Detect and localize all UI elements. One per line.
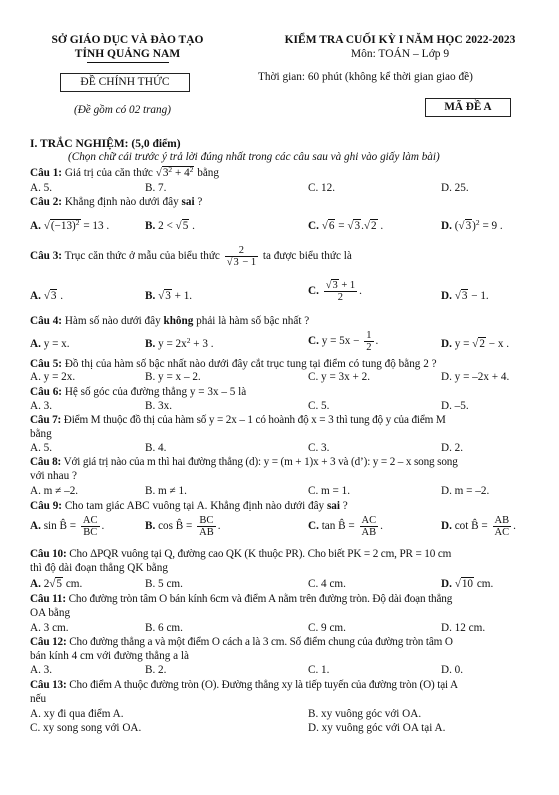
option-d: D. $(√3)^2 = 9$ . xyxy=(441,218,503,232)
option-b: B. xy vuông góc với OA. xyxy=(308,708,422,720)
exam-title: KIỂM TRA CUỐI KỲ I NĂM HỌC 2022-2023 xyxy=(284,34,516,46)
option-b: B. 7. xyxy=(145,182,167,194)
question-11-continued: OA bằng xyxy=(30,607,71,619)
option-b: B. cos B̂ = $\frac{BC}{AB}$ . xyxy=(145,515,221,539)
option-c: C. y = 3x + 2. xyxy=(308,371,371,383)
option-d: D. cot B̂ = $\frac{AB}{AC}$ . xyxy=(441,515,516,539)
option-c: C. 1. xyxy=(308,664,330,676)
question-3: Câu 3: Trục căn thức ở mẫu của biểu thức $\frac{2}{√3 - 1}$ ta được biểu thức là xyxy=(30,245,352,269)
option-c: C. 9 cm. xyxy=(308,622,346,634)
question-9: Câu 9: Cho tam giác ABC vuông tại A. Khẳng định nào dưới đây sai ? xyxy=(30,500,348,512)
question-1: Câu 1: Giá trị của căn thức $√3^2 + 4^2$ bằng xyxy=(30,165,219,179)
official-stamp: ĐỀ CHÍNH THỨC xyxy=(60,73,190,92)
question-7-continued: bằng xyxy=(30,428,52,440)
option-a: A. 3. xyxy=(30,664,53,676)
option-c: C. y = 5x − $\frac{1}{2}$ . xyxy=(308,330,379,354)
question-8: Câu 8: Với giá trị nào của m thì hai đường thẳng (d): y = (m + 1)x + 3 và (d’): y = 2 – x song song xyxy=(30,456,458,468)
option-d: D. √3 − 1. xyxy=(441,290,489,302)
option-a: A. 3. xyxy=(30,400,53,412)
option-d: D. 12 cm. xyxy=(441,622,486,634)
option-d: D. y = –2x + 4. xyxy=(441,371,510,383)
option-d: D. m = –2. xyxy=(441,485,490,497)
question-7: Câu 7: Điểm M thuộc đồ thị của hàm số y = 2x – 1 có hoành độ x = 3 thì tung độ y của điểm M xyxy=(30,414,446,426)
option-c: C. √6 = √3.√2 . xyxy=(308,220,384,232)
section-instruction: (Chọn chữ cái trước ý trả lời đúng nhất trong các câu sau và ghi vào giấy làm bài) xyxy=(68,151,440,163)
exam-subject: Môn: TOÁN – Lớp 9 xyxy=(350,48,450,60)
option-b: B. 2 < √5 . xyxy=(145,220,195,232)
option-a: A. xy đi qua điểm A. xyxy=(30,708,124,720)
math-fraction: $\frac{2}{√3 - 1}$ xyxy=(226,245,257,269)
option-d: D. 0. xyxy=(441,664,464,676)
section-title: I. TRẮC NGHIỆM: (5,0 điểm) xyxy=(30,138,181,150)
option-a: A. 3 cm. xyxy=(30,622,69,634)
option-d: D. y = √2 − x . xyxy=(441,338,510,350)
option-d: D. 2. xyxy=(441,442,464,454)
option-a: A. y = 2x. xyxy=(30,371,76,383)
question-12: Câu 12: Cho đường thẳng a và một điểm O cách a là 3 cm. Số điểm chung của đường tròn tâm O xyxy=(30,636,453,648)
option-d: D. 25. xyxy=(441,182,469,194)
option-c: C. xy song song với OA. xyxy=(30,722,142,734)
math-expression: $√3^2 + 4^2$ xyxy=(155,165,194,179)
question-2: Câu 2: Khẳng định nào dưới đây sai ? xyxy=(30,196,203,208)
option-b: B. 2. xyxy=(145,664,167,676)
option-c: C. 12. xyxy=(308,182,336,194)
option-b: B. y = x – 2. xyxy=(145,371,201,383)
question-6: Câu 6: Hệ số góc của đường thẳng y = 3x – 5 là xyxy=(30,386,247,398)
question-11: Câu 11: Cho đường tròn tâm O bán kính 6cm và điểm A nằm trên đường tròn. Độ dài đoạn thẳng xyxy=(30,593,453,605)
option-b: B. 3x. xyxy=(145,400,173,412)
question-13: Câu 13: Cho điểm A thuộc đường tròn (O). Đường thẳng xy là tiếp tuyến của đường tròn (O) tại A xyxy=(30,679,458,691)
option-b: B. m ≠ 1. xyxy=(145,485,187,497)
option-c: C. 3. xyxy=(308,442,330,454)
option-b: B. 5 cm. xyxy=(145,578,183,590)
option-b: B. $y = 2x^2 + 3$ . xyxy=(145,336,214,350)
option-c: C. $\frac{√3 + 1}{2}$ . xyxy=(308,280,362,304)
question-8-continued: với nhau ? xyxy=(30,470,77,482)
exam-code: MÃ ĐỀ A xyxy=(425,98,511,117)
option-a: A. y = x. xyxy=(30,338,70,350)
option-a: A. 5. xyxy=(30,182,53,194)
option-a: A. 2√5 cm. xyxy=(30,578,83,590)
page-count: (Đề gồm có 02 trang) xyxy=(74,104,171,116)
option-c: C. 5. xyxy=(308,400,330,412)
question-13-continued: nếu xyxy=(30,693,47,705)
question-10-continued: thì độ dài đoạn thẳng QK bằng xyxy=(30,562,168,574)
option-a: A. √3 . xyxy=(30,290,64,302)
option-c: C. 4 cm. xyxy=(308,578,346,590)
question-12-continued: bán kính 4 cm với đường thẳng a là xyxy=(30,650,189,662)
question-4: Câu 4: Hàm số nào dưới đây không phải là hàm số bậc nhất ? xyxy=(30,315,310,327)
option-d: D. √10 cm. xyxy=(441,578,494,590)
question-5: Câu 5: Đồ thị của hàm số bậc nhất nào dưới đây cắt trục tung tại điểm có tung độ bằng 2 ? xyxy=(30,358,437,370)
option-b: B. 6 cm. xyxy=(145,622,183,634)
exam-time: Thời gian: 60 phút (không kể thời gian giao đề) xyxy=(258,71,473,83)
option-a: A. 5. xyxy=(30,442,53,454)
option-c: C. m = 1. xyxy=(308,485,351,497)
option-a: A. m ≠ –2. xyxy=(30,485,79,497)
department-line-2: TỈNH QUẢNG NAM xyxy=(74,48,181,60)
question-label: Câu 1: xyxy=(30,167,63,179)
option-d: D. xy vuông góc với OA tại A. xyxy=(308,722,446,734)
option-c: C. tan B̂ = $\frac{AC}{AB}$ . xyxy=(308,515,383,539)
option-b: B. √3 + 1. xyxy=(145,290,193,302)
header-underline xyxy=(87,62,169,63)
option-d: D. –5. xyxy=(441,400,469,412)
question-10: Câu 10: Cho ΔPQR vuông tại Q, đường cao QK (K thuộc PR). Cho biết PK = 2 cm, PR = 10 cm xyxy=(30,548,452,560)
option-a: A. $√(-13)^2 = 13$ . xyxy=(30,218,110,232)
department-line-1: SỞ GIÁO DỤC VÀ ĐÀO TẠO xyxy=(51,34,204,46)
option-b: B. 4. xyxy=(145,442,167,454)
option-a: A. sin B̂ = $\frac{AC}{BC}$ . xyxy=(30,515,105,539)
